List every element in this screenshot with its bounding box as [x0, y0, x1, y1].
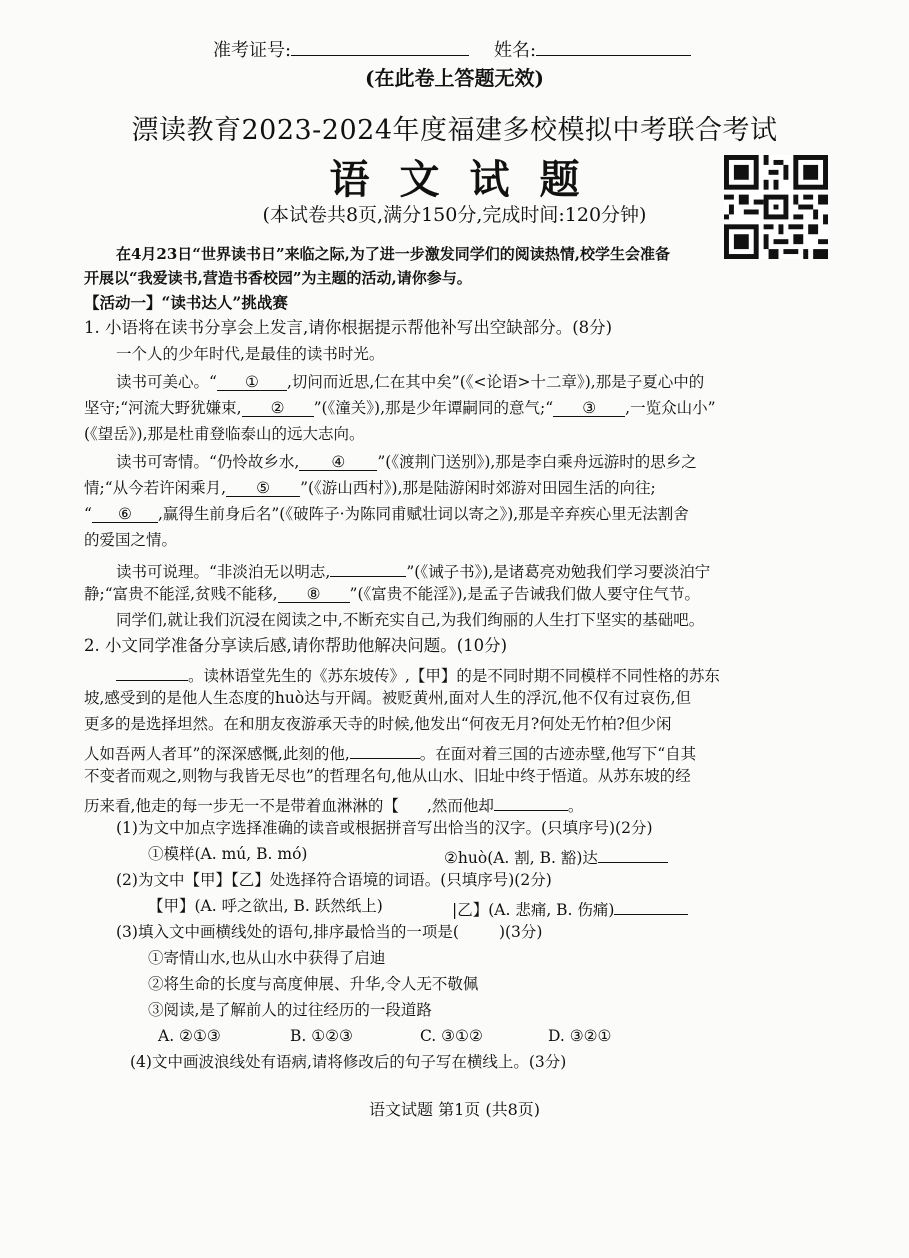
choice-d[interactable]: D. ③②①: [548, 1027, 612, 1045]
activity-one-heading: 【活动一】“读书达人”挑战赛: [84, 293, 288, 312]
blank-5[interactable]: ⑤: [226, 478, 300, 497]
q2-sub-4: (4)文中画波浪线处有语病,请将修改后的句子写在横线上。(3分): [130, 1053, 567, 1071]
q2-paragraph-5: 不变者而观之,则物与我皆无尽也”的哲理名句,他从山水、旧址中终于悟道。从苏东坡的经: [84, 767, 691, 785]
q2-sub-1-option-b: ②huò(A. 割, B. 豁)达: [444, 844, 668, 868]
blank-6[interactable]: ⑥: [92, 504, 158, 523]
q1-paragraph-0: 一个人的少年时代,是最佳的读书时光。: [116, 345, 385, 363]
q2-sub-1-answer[interactable]: [598, 844, 668, 863]
q1-line-5: 情;“从今若许闲乘月, ⑤ ”(《游山西村》),那是陆游闲时郊游对田园生活的向往;: [84, 479, 656, 497]
q1-line-3: (《望岳》),那是杜甫登临泰山的远大志向。: [84, 425, 365, 443]
q1-line-7: 的爱国之情。: [84, 531, 178, 549]
q2-sub-3-item-3: ③阅读,是了解前人的过往经历的一段道路: [148, 1001, 432, 1019]
q2-paragraph-2: 坡,感受到的是他人生态度的huò达与开阔。被贬黄州,面对人生的浮沉,他不仅有过哀伤,但: [84, 689, 692, 707]
q1-line-8: 读书可说理。“非淡泊无以明志, ”(《诫子书》),是诸葛亮劝勉我们学习要淡泊宁: [116, 558, 710, 582]
choice-b[interactable]: B. ①②③: [290, 1027, 353, 1045]
question-2-stem: 2. 小文同学准备分享读后感,请你帮助他解决问题。(10分): [84, 636, 508, 655]
qr-code-icon: [722, 155, 830, 259]
invalid-notice: (在此卷上答题无效): [365, 66, 544, 90]
q2-sub-3: (3)填入文中画横线处的语句,排序最恰当的一项是( )(3分): [116, 923, 543, 941]
q2-sub-1: (1)为文中加点字选择准确的读音或根据拼音写出恰当的汉字。(只填序号)(2分): [116, 819, 653, 837]
q1-line-6: “ ⑥ ,赢得生前身后名”(《破阵子·为陈同甫赋壮词以寄之》),那是辛弃疾心里无法割舍: [84, 505, 689, 523]
ticket-number-label: 准考证号:: [213, 36, 469, 62]
q1-line-9: 静;“富贵不能淫,贫贱不能移, ⑧ ”(《富贵不能淫》),是孟子告诫我们做人要守住气节。: [84, 585, 700, 603]
q2-sub-1-option-a: ①模样(A. mú, B. mó): [148, 845, 308, 863]
q2-paragraph-4: 人如吾两人者耳”的深深感慨,此刻的他, 。在面对着三国的古迹赤壁,他写下“自其: [84, 740, 696, 764]
blank-7[interactable]: [330, 558, 406, 577]
q2-paragraph-3: 更多的是选择坦然。在和朋友夜游承天寺的时候,他发出“何夜无月?何处无竹柏?但少闲: [84, 715, 672, 733]
q2-sub-2-jia: 【甲】(A. 呼之欲出, B. 跃然纸上): [148, 897, 383, 915]
q2-paragraph-1: 。读林语堂先生的《苏东坡传》,【甲】的是不同时期不同模样不同性格的苏东: [116, 662, 720, 686]
choice-c[interactable]: C. ③①②: [420, 1027, 483, 1045]
question-1-stem: 1. 小语将在读书分享会上发言,请你根据提示帮他补写出空缺部分。(8分): [84, 318, 613, 337]
exam-title: 漂读教育2023-2024年度福建多校模拟中考联合考试: [131, 115, 778, 146]
blank-8[interactable]: ⑧: [278, 584, 350, 603]
q1-line-10: 同学们,就让我们沉浸在阅读之中,不断充实自己,为我们绚丽的人生打下坚实的基础吧。: [116, 611, 705, 629]
blank-4[interactable]: ④: [299, 452, 377, 471]
q2-sub-2-yi: |乙】(A. 悲痛, B. 伤痛): [452, 896, 688, 920]
q2-paragraph-6: 历来看,他走的每一步无一不是带着血淋淋的【 ,然而他却 。: [84, 792, 583, 816]
q2-sub-3-item-1: ①寄情山水,也从山水中获得了启迪: [148, 949, 386, 967]
q1-line-4: 读书可寄情。“仍怜故乡水, ④ ”(《渡荆门送别》),那是李白乘舟远游时的思乡之: [116, 453, 697, 471]
page-footer: 语文试题 第1页 (共8页): [368, 1100, 541, 1119]
q2-sub-3-item-2: ②将生命的长度与高度伸展、升华,令人无不敬佩: [148, 975, 479, 993]
blank-3[interactable]: ③: [553, 398, 625, 417]
q2-sub-2: (2)为文中【甲】【乙】处选择符合语境的词语。(只填序号)(2分): [116, 871, 552, 889]
intro-line-2: 开展以“我爱读书,营造书香校园”为主题的活动,请你参与。: [84, 269, 472, 287]
q1-line-1: 读书可美心。“ ① ,切问而近思,仁在其中矣”(《<论语>十二章》),那是子夏心中的: [116, 373, 705, 391]
blank-2[interactable]: ②: [242, 398, 314, 417]
q2-sub-2-answer[interactable]: [614, 896, 688, 915]
q2-opening-blank[interactable]: [116, 662, 188, 681]
intro-line-1: 在4月23日“世界读书日”来临之际,为了进一步激发同学们的阅读热情,校学生会准备: [116, 245, 671, 263]
subject-title: 语文试题: [329, 156, 610, 203]
ticket-number-field[interactable]: [291, 39, 469, 56]
blank-1[interactable]: ①: [217, 372, 287, 391]
name-field[interactable]: [536, 39, 691, 56]
choice-a[interactable]: A. ②①③: [158, 1027, 221, 1045]
exam-info: (本试卷共8页,满分150分,完成时间:120分钟): [262, 204, 647, 226]
q2-end-blank[interactable]: [494, 792, 568, 811]
name-label: 姓名:: [494, 36, 691, 62]
q2-middle-blank[interactable]: [350, 740, 420, 759]
q1-line-2: 坚守;“河流大野犹嫌束, ② ”(《潼关》),那是少年谭嗣同的意气;“ ③ ,一览众山小”: [84, 399, 716, 417]
